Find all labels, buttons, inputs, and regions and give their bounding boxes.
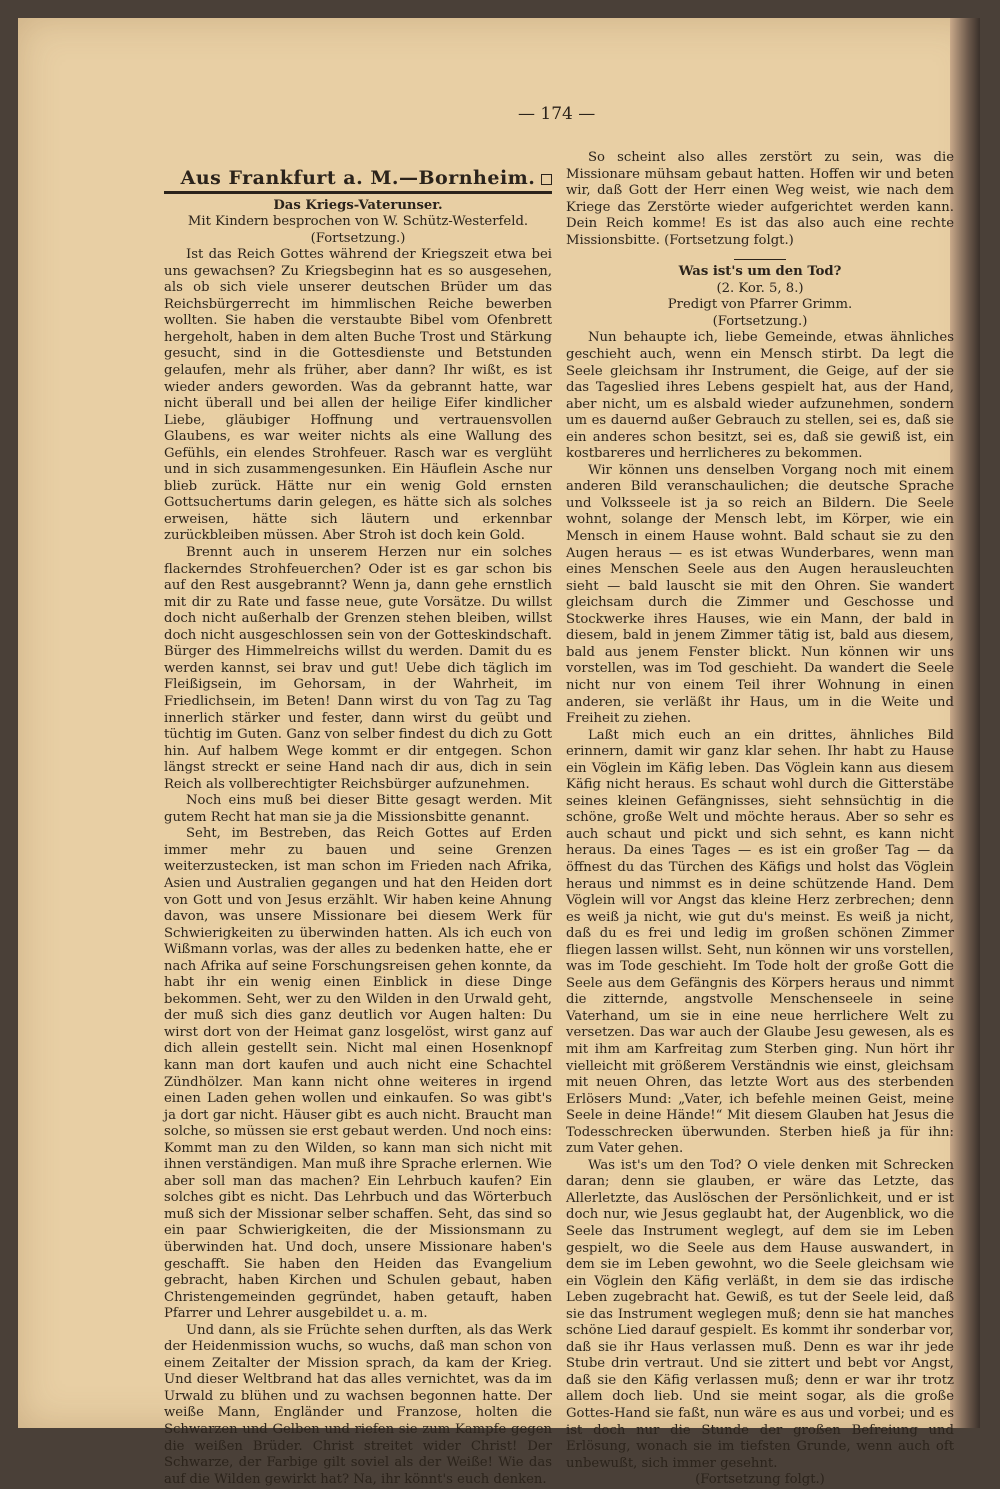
book-binding: [950, 18, 980, 1428]
section-headline: Aus Frankfurt a. M.—Bornheim.: [180, 167, 536, 189]
article-byline: Mit Kindern besprochen von W. Schütz-Westerfeld.: [187, 214, 529, 230]
continued-note: (Fortsetzung.): [310, 230, 406, 246]
section-header: [164, 167, 552, 189]
page-number: — 174 —: [518, 104, 596, 124]
paragraph: Laßt mich euch an ein drittes, ähnliches Bild erinnern, damit wir ganz klar sehen. Ihr habt zu Hause ein Vöglein im Käfig leben. Das Vöglein kann aus diesem Käfig nicht heraus. Es schaut wohl durch die Gitterstäbe seines kleinen Gefängnisses, sieht sehnsüchtig in die schöne, große Welt und möchte heraus. Aber so sehr es auch schaut und pickt und sich sehnt, es kann nicht heraus. Da eines Tages — es ist ein großer Tag — da öffnest du das Türchen des Käfigs und holst das Vöglein heraus und nimmst es in deine schützende Hand. Dem Vöglein will vor Angst das kleine Herz zerbrechen; denn es weiß ja nicht, wie gut du's meinst. Es weiß ja nicht, daß du es frei und ledig im großen schönen Zimmer fliegen lassen willst. Seht, nun können wir uns vorstellen, was im Tode geschieht. Im Tode holt der große Gott die Seele aus dem Gefängnis des Körpers heraus und nimmt die zitternde, angstvolle Menschenseele in seine Vaterhand, um sie in eine neue herrlichere Welt zu versetzen. Das war auch der Glaube Jesu gewesen, als es mit ihm am Karfreitag zum Sterben ging. Nun hört ihr vielleicht mit größerem Verständnis wie einst, gleichsam mit neuen Ohren, das letzte Wort aus des sterbenden Erlösers Mund: „Vater, ich befehle meinen Geist, meine Seele in deine Hände!“ Mit diesem Glauben hat Jesus die Todesschrecken überwunden. Sterben hieß ja für ihn: zum Vater gehen.: [566, 727, 954, 1157]
paragraph: Wir können uns denselben Vorgang noch mit einem anderen Bild veranschaulichen; die deutsche Sprache und Volksseele ist ja so reich an Bildern. Die Seele wohnt, solange der Mensch lebt, im Körper, wie ein Mensch in einem Hause wohnt. Bald schaut sie zu den Augen heraus — es ist etwas Wunderbares, wenn man eines Menschen Seele aus den Augen herausleuchten sieht — bald lauscht sie mit den Ohren. Sie wandert gleichsam durch die Zimmer und Geschosse und Stockwerke ihres Hauses, wie ein Mann, der bald in diesem, bald in jenem Zimmer tätig ist, bald aus diesem, bald aus jenem Fenster blickt. Nun können wir uns vorstellen, was im Tod geschieht. Da wandert die Seele nicht nur von einem Teil ihrer Wohnung in einen anderen, sie verläßt ihr Haus, um in die Weite und Freiheit zu ziehen.: [566, 462, 954, 727]
right-column: [566, 150, 954, 1489]
square-ornament-icon: [541, 174, 552, 185]
paragraph: Seht, im Bestreben, das Reich Gottes auf Erden immer mehr zu bauen und seine Grenzen weiterzustecken, ist man schon im Frieden nach Afrika, Asien und Australien gegangen und hat den Heiden dort von Gott und von Jesus erzählt. Wir haben keine Ahnung davon, was unsere Missionare bei diesem Werk für Schwierigkeiten zu überwinden hatten. Als ich euch von Wißmann vorlas, was der alles zu bedenken hatte, ehe er nach Afrika auf seine Forschungsreisen gehen konnte, da habt ihr ein wenig einen Einblick in diese Dinge bekommen. Seht, wer zu den Wilden in den Urwald geht, der muß sich dies ganz deutlich vor Augen halten: Du wirst dort von der Heimat ganz losgelöst, wirst ganz auf dich allein gestellt sein. Nicht mal einen Hosenknopf kann man dort kaufen und auch nicht eine Schachtel Zündhölzer. Man kann nicht ohne weiteres in irgend einen Laden gehen wollen und einkaufen. So was gibt's ja dort gar nicht. Häuser gibt es auch nicht. Braucht man solche, so müssen sie erst gebaut werden. Und noch eins: Kommt man zu den Wilden, so kann man sich nicht mit ihnen verständigen. Man muß ihre Sprache erlernen. Wie aber soll man das machen? Ein Lehrbuch kaufen? Ein solches gibt es nicht. Das Lehrbuch und das Wörterbuch muß sich der Missionar selber schaffen. Seht, das sind so ein paar Schwierigkeiten, die der Missionsmann zu überwinden hat. Und doch, unsere Missionare haben's geschafft. Sie haben den Heiden das Evangelium gebracht, haben Kirchen und Schulen gebaut, haben Christengemeinden gegründet, haben getauft, haben Pfarrer und Lehrer ausgebildet u. a. m.: [164, 826, 552, 1322]
header-rule: [164, 191, 552, 194]
paragraph: So scheint also alles zerstört zu sein, was die Missionare mühsam gebaut hatten. Hoffen wir und beten wir, daß Gott der Herr einen Weg weist, wie nach dem Kriege das Zerstörte wieder aufgerichtet werden kann. Dein Reich komme! Es ist das also auch eine rechte Missionsbitte. (Fortsetzung folgt.): [566, 150, 954, 248]
paragraph: Noch eins muß bei dieser Bitte gesagt werden. Mit gutem Recht hat man sie ja die Missionsbitte genannt.: [164, 793, 552, 825]
left-column: [164, 167, 552, 1488]
paragraph: Nun behaupte ich, liebe Gemeinde, etwas ähnliches geschieht auch, wenn ein Mensch stirbt. Da legt die Seele gleichsam ihr Instrument, die Geige, auf der sie das Tageslied ihres Lebens gespielt hat, aus der Hand, aber nicht, um es alsbald wieder aufzunehmen, sondern um es dauernd außer Gebrauch zu stellen, sei es, daß sie ein anderes schon besitzt, sei es, daß sie gewiß ist, ein kostbareres und herrlicheres zu bekommen.: [566, 330, 954, 462]
paragraph: Ist das Reich Gottes während der Kriegszeit etwa bei uns gewachsen? Zu Kriegsbeginn hat es so ausgesehen, als ob sich viele unserer deutschen Brüder um das Reichsbürgerrecht im himmlischen Reiche bewerben wollten. Sie haben die verstaubte Bibel vom Ofenbrett hergeholt, haben in dem alten Buche Trost und Stärkung gesucht, sind in die Gottesdienste und Betstunden gelaufen, mehr als früher, aber dann? Ihr wißt, es ist wieder anders geworden. Was da gebrannt hatte, war nicht überall und bei allen der heilige Eifer kindlicher Liebe, gläubiger Hoffnung und vertrauensvollen Glaubens, es war weiter nichts als eine Wallung des Gefühls, ein elendes Strohfeuer. Rasch war es verglüht und in sich zusammengesunken. Ein Häuflein Asche nur blieb zurück. Hätte nur ein wenig Gold ernsten Gottsuchertums darin gelegen, es hätte sich als solches erweisen, hätte sich läutern und erkennbar zurückbleiben müssen. Aber Stroh ist doch kein Gold.: [164, 247, 552, 544]
page: [18, 18, 980, 1488]
continued-note: (Fortsetzung.): [712, 313, 808, 329]
paragraph: Und dann, als sie Früchte sehen durften, als das Werk der Heidenmission wuchs, so wuchs, daß man schon von einem Zeitalter der Mission sprach, da kam der Krieg. Und dieser Weltbrand hat das alles vernichtet, was da im Urwald zu blühen und zu wachsen begonnen hatte. Der weiße Mann, Engländer und Franzose, holten die Schwarzen und Gelben und riefen sie zum Kampfe gegen die weißen Brüder. Christ streitet wider Christ! Der Schwarze, der Farbige gilt soviel als der Weiße! Wie das auf die Wilden gewirkt hat? Na, ihr könnt's euch denken.: [164, 1322, 552, 1487]
article-title: Was ist's um den Tod?: [678, 264, 842, 280]
article-separator: [734, 259, 786, 260]
paragraph: Brennt auch in unserem Herzen nur ein solches flackerndes Strohfeuerchen? Oder ist es gar schon bis auf den Rest ausgebrannt? Wenn ja, dann gehe ernstlich mit dir zu Rate und fasse neue, gute Vorsätze. Du willst doch nicht außerhalb der Grenzen stehen bleiben, willst doch nicht ausgeschlossen sein von der Gotteskindschaft. Bürger des Himmelreichs willst du werden. Damit du es werden kannst, sei brav und gut! Uebe dich täglich im Fleißigsein, im Gehorsam, in der Wahrheit, im Friedlichsein, im Beten! Dann wirst du von Tag zu Tag innerlich stärker und fester, dann wirst du geübt und tüchtig im Guten. Ganz von selber findest du dich zu Gott hin. Auf halbem Wege kommt er dir entgegen. Schon längst streckt er seine Hand nach dir aus, dich in sein Reich als vollberechtigter Reichsbürger aufzunehmen.: [164, 545, 552, 792]
article-title: Das Kriegs-Vaterunser.: [273, 197, 443, 213]
closing-note: (Fortsetzung folgt.): [695, 1472, 825, 1488]
scripture-reference: (2. Kor. 5, 8.): [716, 280, 804, 296]
paragraph: Was ist's um den Tod? O viele denken mit Schrecken daran; denn sie glauben, er wäre das Letzte, das Allerletzte, das Auslöschen der Persönlichkeit, und er ist doch nur, wie Jesus geglaubt hat, der Augenblick, wo die Seele das Instrument weglegt, auf dem sie im Leben gespielt, wo die Seele aus dem Hause auswandert, in dem sie im Leben gewohnt, wo die Seele gleichsam wie ein Vöglein den Käfig verläßt, in dem sie das irdische Leben zugebracht hat. Gewiß, es tut der Seele leid, daß sie das Instrument weglegen muß; denn sie hat manches schöne Lied darauf gespielt. Es kommt ihr sonderbar vor, daß sie ihr Haus verlassen muß. Denn es war ihr jede Stube drin vertraut. Und sie zittert und bebt vor Angst, daß sie den Käfig verlassen muß; denn er war ihr trotz allem doch lieb. Und sie meint sogar, als die große Gottes-Hand sie faßt, nun wäre es aus und vorbei; und es ist doch nur die Stunde der großen Befreiung und Erlösung, wonach sie im tiefsten Grunde, wenn auch oft unbewußt, sich immer gesehnt.: [566, 1157, 954, 1471]
article-byline: Predigt von Pfarrer Grimm.: [667, 297, 853, 313]
